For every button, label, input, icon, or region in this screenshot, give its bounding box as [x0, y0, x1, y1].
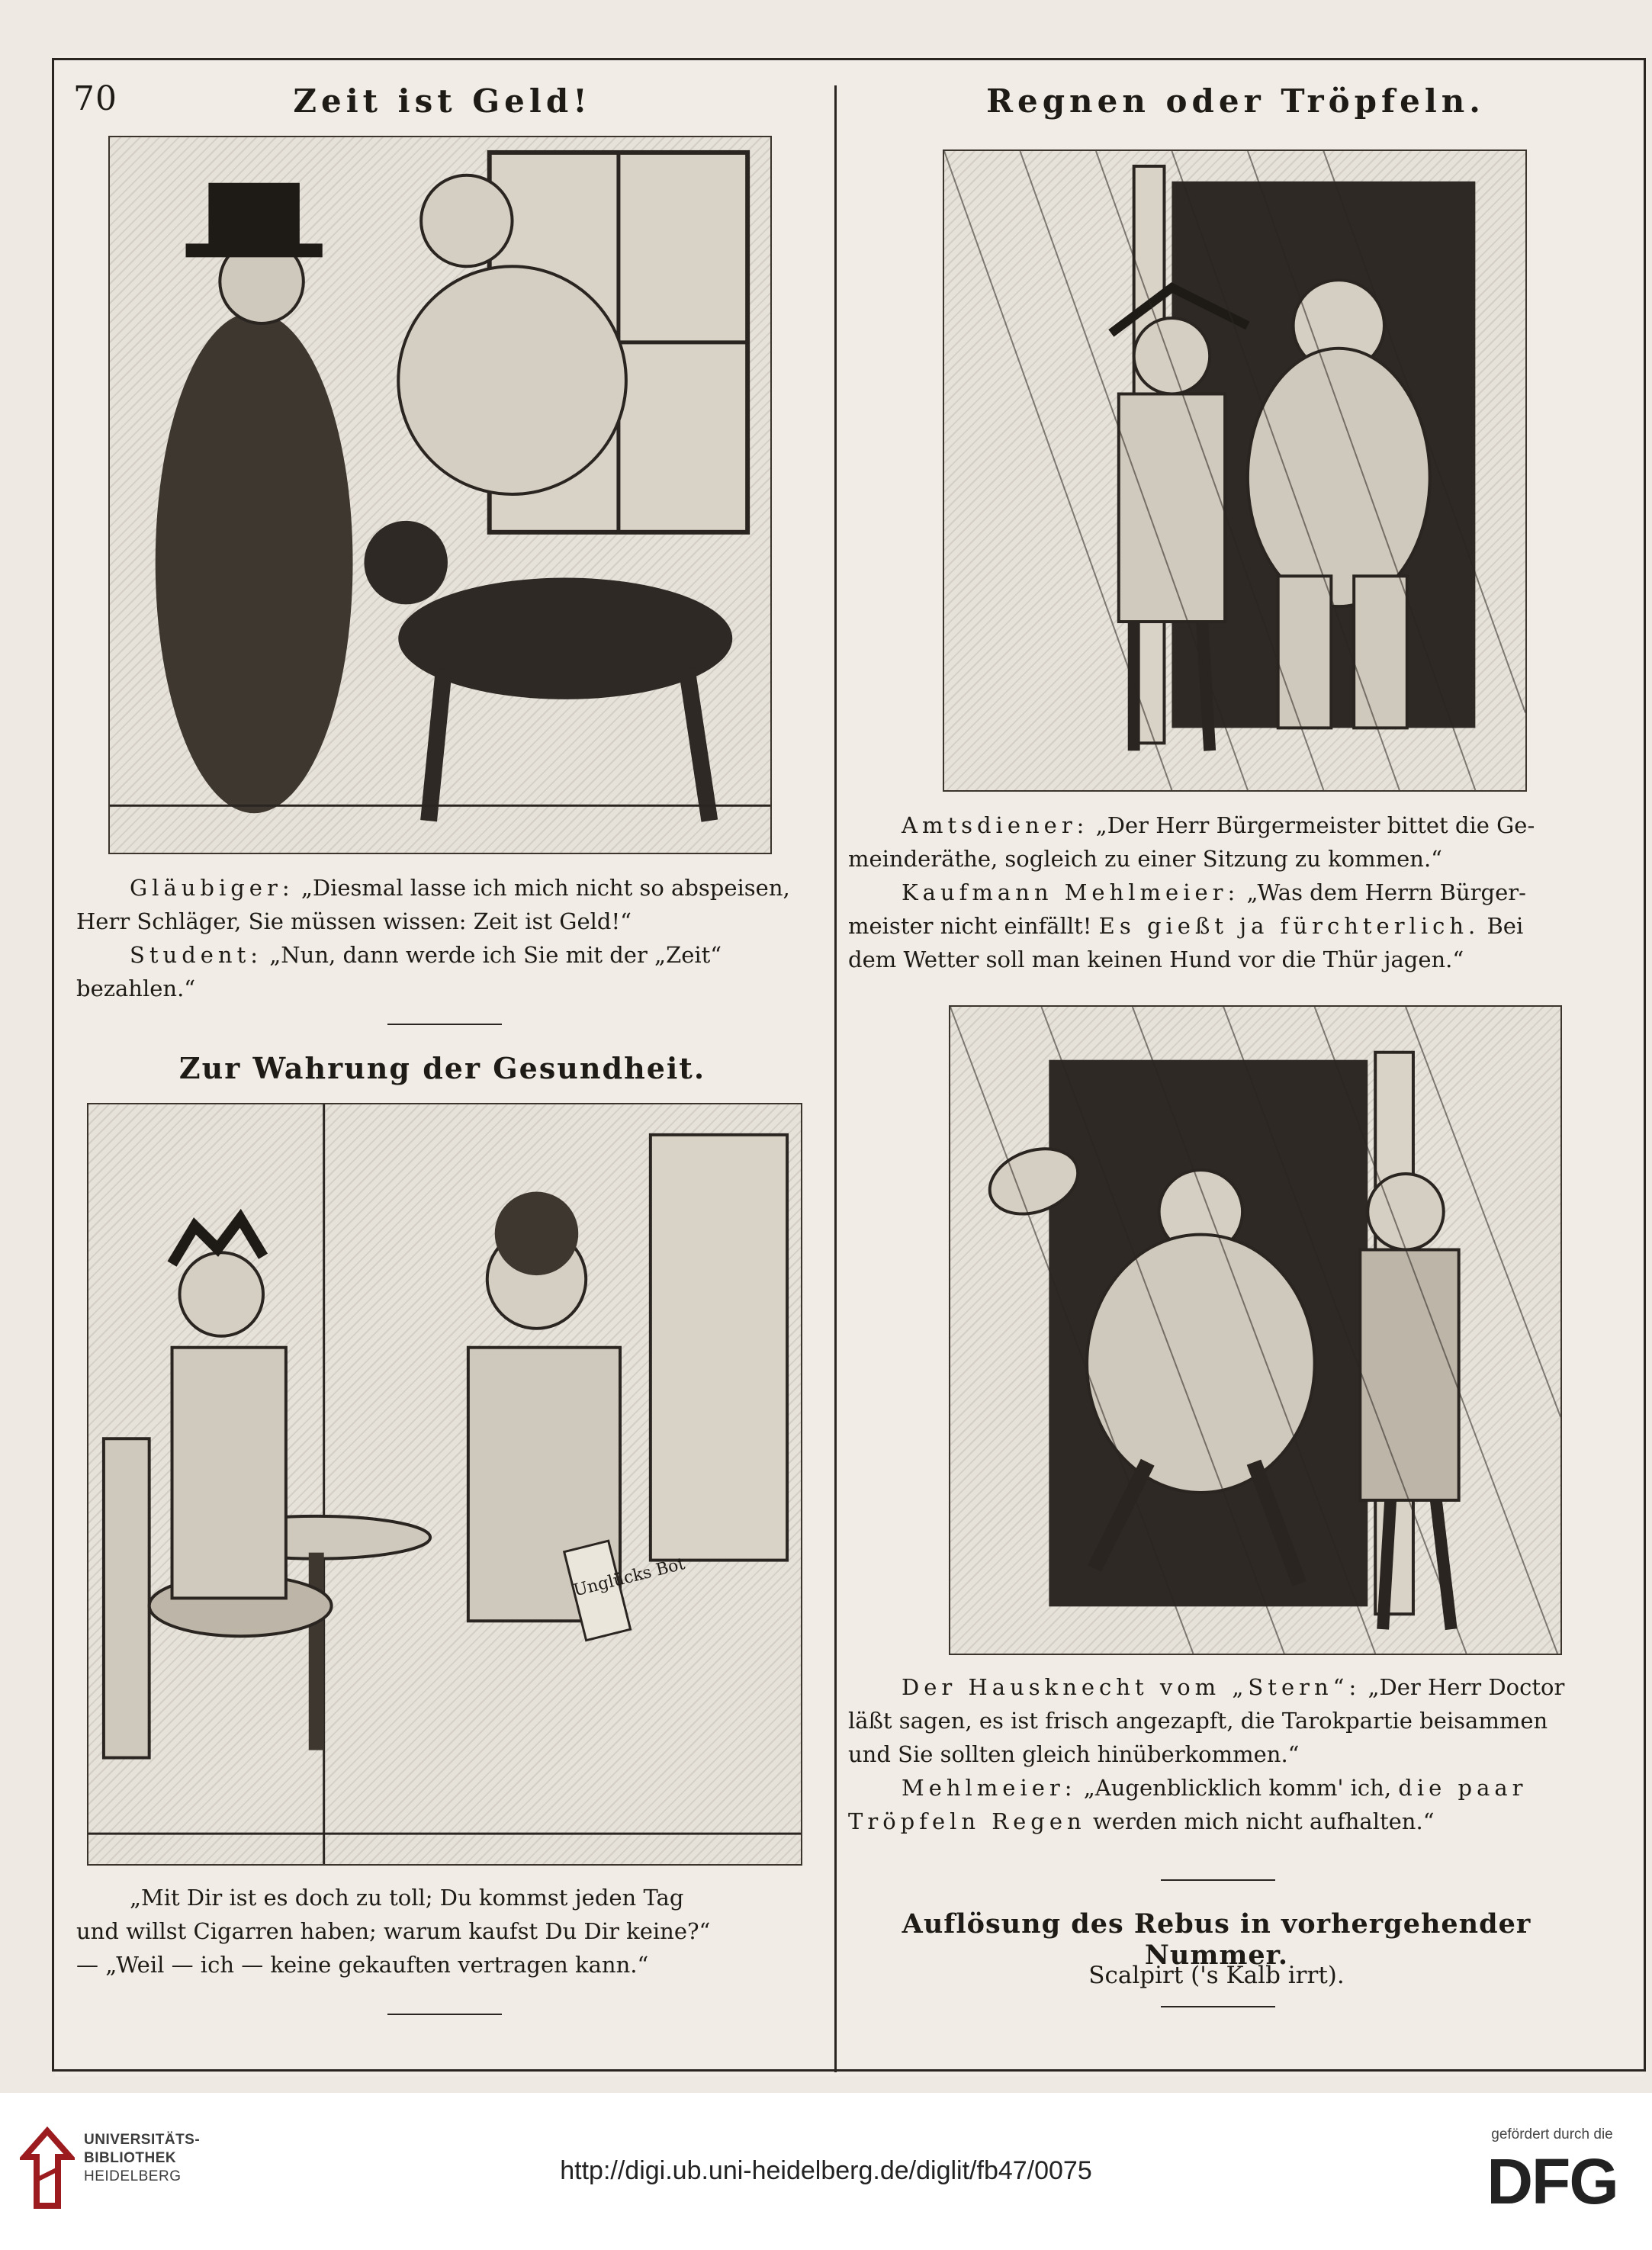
cartoon4-illustration [949, 1005, 1562, 1655]
caption-text: „Augenblicklich komm' ich, [1083, 1775, 1392, 1801]
dfg-wordmark: DFG [1486, 2146, 1618, 2217]
caption-text: „Der Herr Bürgermeister bittet die Ge- [1095, 812, 1535, 838]
cartoon1-illustration [108, 136, 772, 854]
caption-text: bezahlen.“ [76, 976, 196, 1001]
library-name-line: HEIDELBERG [84, 2168, 182, 2184]
caption-text: „Mit Dir ist es doch zu toll; Du kommst jeden Tag [130, 1885, 684, 1911]
cartoon2-caption [76, 1881, 815, 1982]
caption-speaker: Gläubiger: [130, 875, 294, 901]
separator-rule [1161, 2006, 1275, 2007]
caption-text: läßt sagen, es ist frisch angezapft, die Tarokpartie beisammen [848, 1708, 1548, 1734]
caption-text: „Was dem Herrn Bürger- [1246, 879, 1526, 905]
library-name-line: BIBLIOTHEK [84, 2150, 177, 2166]
caption-text: meister nicht einfällt! [848, 913, 1092, 939]
cartoon3-caption [848, 808, 1585, 976]
cartoon3-illustration [943, 149, 1527, 792]
caption-speaker: Kaufmann Mehlmeier: [902, 879, 1240, 905]
column-divider [834, 85, 837, 2072]
cartoon2-title: Zur Wahrung der Gesundheit. [178, 1051, 706, 1085]
caption-text: „Der Herr Doctor [1368, 1674, 1565, 1700]
caption-speaker: Der Hausknecht vom „Stern“: [902, 1674, 1361, 1700]
rebus-solution: Scalpirt ('s Kalb irrt). [1088, 1962, 1345, 1989]
funder-logo [1472, 2126, 1632, 2226]
cartoon1-caption [76, 871, 815, 1005]
permalink-url[interactable]: http://digi.ub.uni-heidelberg.de/diglit/fb47/0075 [560, 2156, 1092, 2185]
cartoon1-title: Zeit ist Geld! [293, 82, 592, 120]
caption-text: und willst Cigarren haben; warum kaufst Du Dir keine?“ [76, 1918, 711, 1944]
caption-text: und Sie sollten gleich hinüberkommen.“ [848, 1741, 1300, 1767]
caption-emphasis: Es gießt ja fürchterlich. [1098, 913, 1480, 939]
caption-text: meinderäthe, sogleich zu einer Sitzung zu kommen.“ [848, 846, 1443, 872]
separator-rule [1161, 1879, 1275, 1881]
caption-text: „Diesmal lasse ich mich nicht so abspeisen, [301, 875, 790, 901]
newspaper-sign: Unglücks Bot [571, 1554, 687, 1601]
caption-speaker: Amtsdiener: [902, 812, 1089, 838]
rebus-heading: Auflösung des Rebus in vorhergehender Nummer. [902, 1908, 1531, 1971]
caption-emphasis: Tröpfeln Regen [848, 1808, 1086, 1834]
caption-text: dem Wetter soll man keinen Hund vor die Thür jagen.“ [848, 947, 1464, 972]
cartoon2-illustration [87, 1103, 802, 1866]
caption-text: „Nun, dann werde ich Sie mit der „Zeit“ [269, 942, 722, 968]
caption-speaker: Student: [130, 942, 263, 968]
separator-rule [387, 1024, 502, 1025]
caption-emphasis: die paar [1398, 1775, 1528, 1801]
caption-text: Bei [1486, 913, 1524, 939]
funding-note: gefördert durch die [1491, 2126, 1613, 2142]
caption-text: werden mich nicht aufhalten.“ [1092, 1808, 1435, 1834]
caption-text: — „Weil — ich — keine gekauften vertragen kann.“ [76, 1952, 649, 1978]
page-number: 70 [73, 79, 117, 118]
separator-rule [387, 2014, 502, 2015]
library-name-line: UNIVERSITÄTS- [84, 2132, 201, 2148]
cartoon3-title: Regnen oder Tröpfeln. [986, 82, 1485, 120]
cartoon4-caption [848, 1670, 1585, 1838]
caption-speaker: Mehlmeier: [902, 1775, 1077, 1801]
caption-text: Herr Schläger, Sie müssen wissen: Zeit ist Geld!“ [76, 908, 632, 934]
